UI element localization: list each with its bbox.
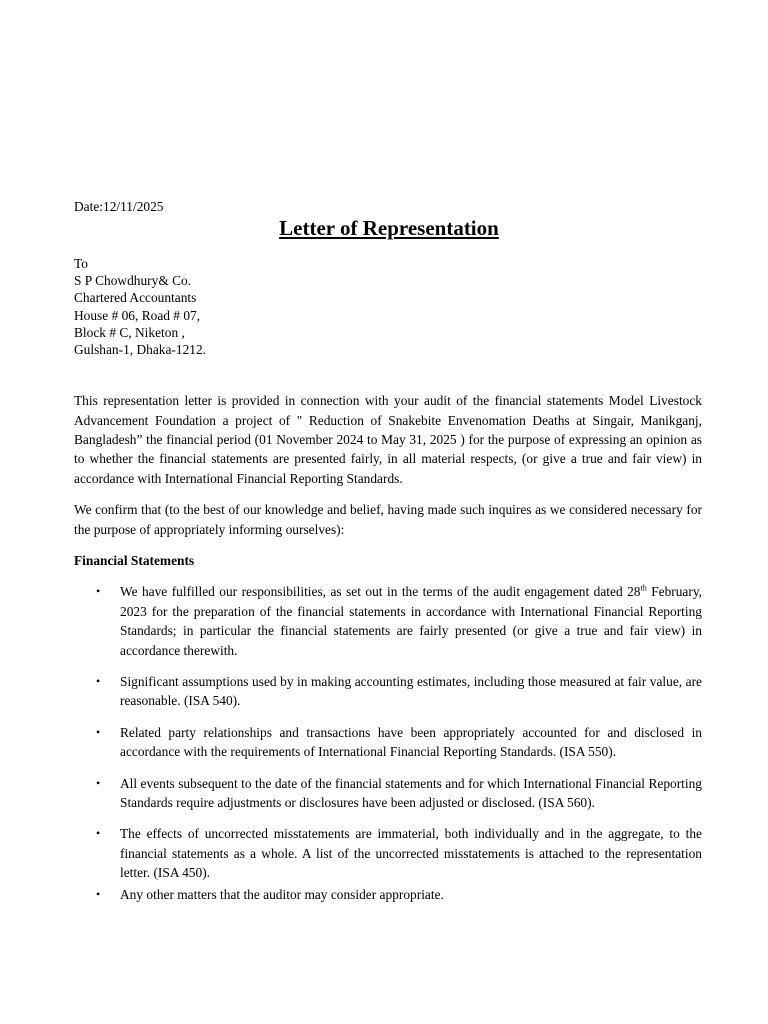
address-line: Block # C, Niketon ,	[74, 324, 185, 340]
bullet-icon: •	[96, 886, 101, 901]
document-page	[74, 197, 702, 906]
list-item	[74, 824, 702, 882]
bullet-icon: •	[96, 674, 101, 688]
address-line: Chartered Accountants	[74, 290, 197, 306]
bullet-icon: •	[96, 724, 101, 739]
list-item-text: Related party relationships and transactions have been appropriately accounted for and disclosed in accordance with the requirements of International Financial Reporting Standards. (ISA 550).	[120, 724, 702, 760]
ordinal-suffix: th	[640, 583, 647, 593]
recipient-address	[74, 255, 702, 358]
list-item-text: The effects of uncorrected misstatements are immaterial, both individually and in the aggregate, to the financial statements as a whole. A list of the uncorrected misstatements is attached to the representation letter. (ISA 450).	[120, 826, 702, 881]
intro-paragraph: This representation letter is provided in connection with your audit of the financial statements Model Livestock Advancement Foundation a project of " Reduction of Snakebite Envenomation Deaths at Singair, Manikganj, Bangladesh” the financial period (01 November 2024 to May 31, 2025 ) for the purpose of expressing an opinion as to whether the financial statements are presented fairly, in all material respects, (or give a true and fair view) in accordance with International Financial Reporting Standards.	[74, 393, 702, 486]
address-line: To	[74, 256, 88, 271]
list-item-text: Any other matters that the auditor may consider appropriate.	[120, 886, 444, 902]
list-item	[74, 672, 702, 711]
address-line: Gulshan-1, Dhaka-1212.	[74, 341, 207, 357]
list-item	[74, 885, 702, 904]
list-item-text: All events subsequent to the date of the financial statements and for which International Financial Reporting Standards require adjustments or disclosures have been adjusted or disclosed. (ISA 560).	[120, 775, 702, 811]
letter-title: Letter of Representation	[279, 216, 499, 240]
address-line: House # 06, Road # 07,	[74, 307, 201, 323]
representation-list	[74, 582, 702, 904]
address-line: S P Chowdhury& Co.	[74, 273, 192, 289]
list-item-text: We have fulfilled our responsibilities, as set out in the terms of the audit engagement dated 28	[120, 584, 641, 600]
letter-date: Date:12/11/2025	[74, 199, 164, 214]
section-heading: Financial Statements	[74, 552, 195, 568]
list-item-text: February, 2023 for the preparation of the financial statements in accordance with International Financial Reporting Standards; in particular the financial statements are fairly presented (or give a true and fair view) in accordance therewith.	[120, 584, 703, 658]
bullet-icon: •	[96, 584, 101, 599]
list-item	[74, 774, 702, 813]
confirm-paragraph: We confirm that (to the best of our knowledge and belief, having made such inquires as we considered necessary for the purpose of appropriately informing ourselves):	[74, 502, 702, 537]
list-item	[74, 582, 702, 660]
bullet-icon: •	[96, 775, 101, 790]
list-item-text: Significant assumptions used by in making accounting estimates, including those measured at fair value, are reasonable. (ISA 540).	[120, 674, 702, 709]
bullet-icon: •	[96, 826, 101, 841]
list-item	[74, 723, 702, 762]
